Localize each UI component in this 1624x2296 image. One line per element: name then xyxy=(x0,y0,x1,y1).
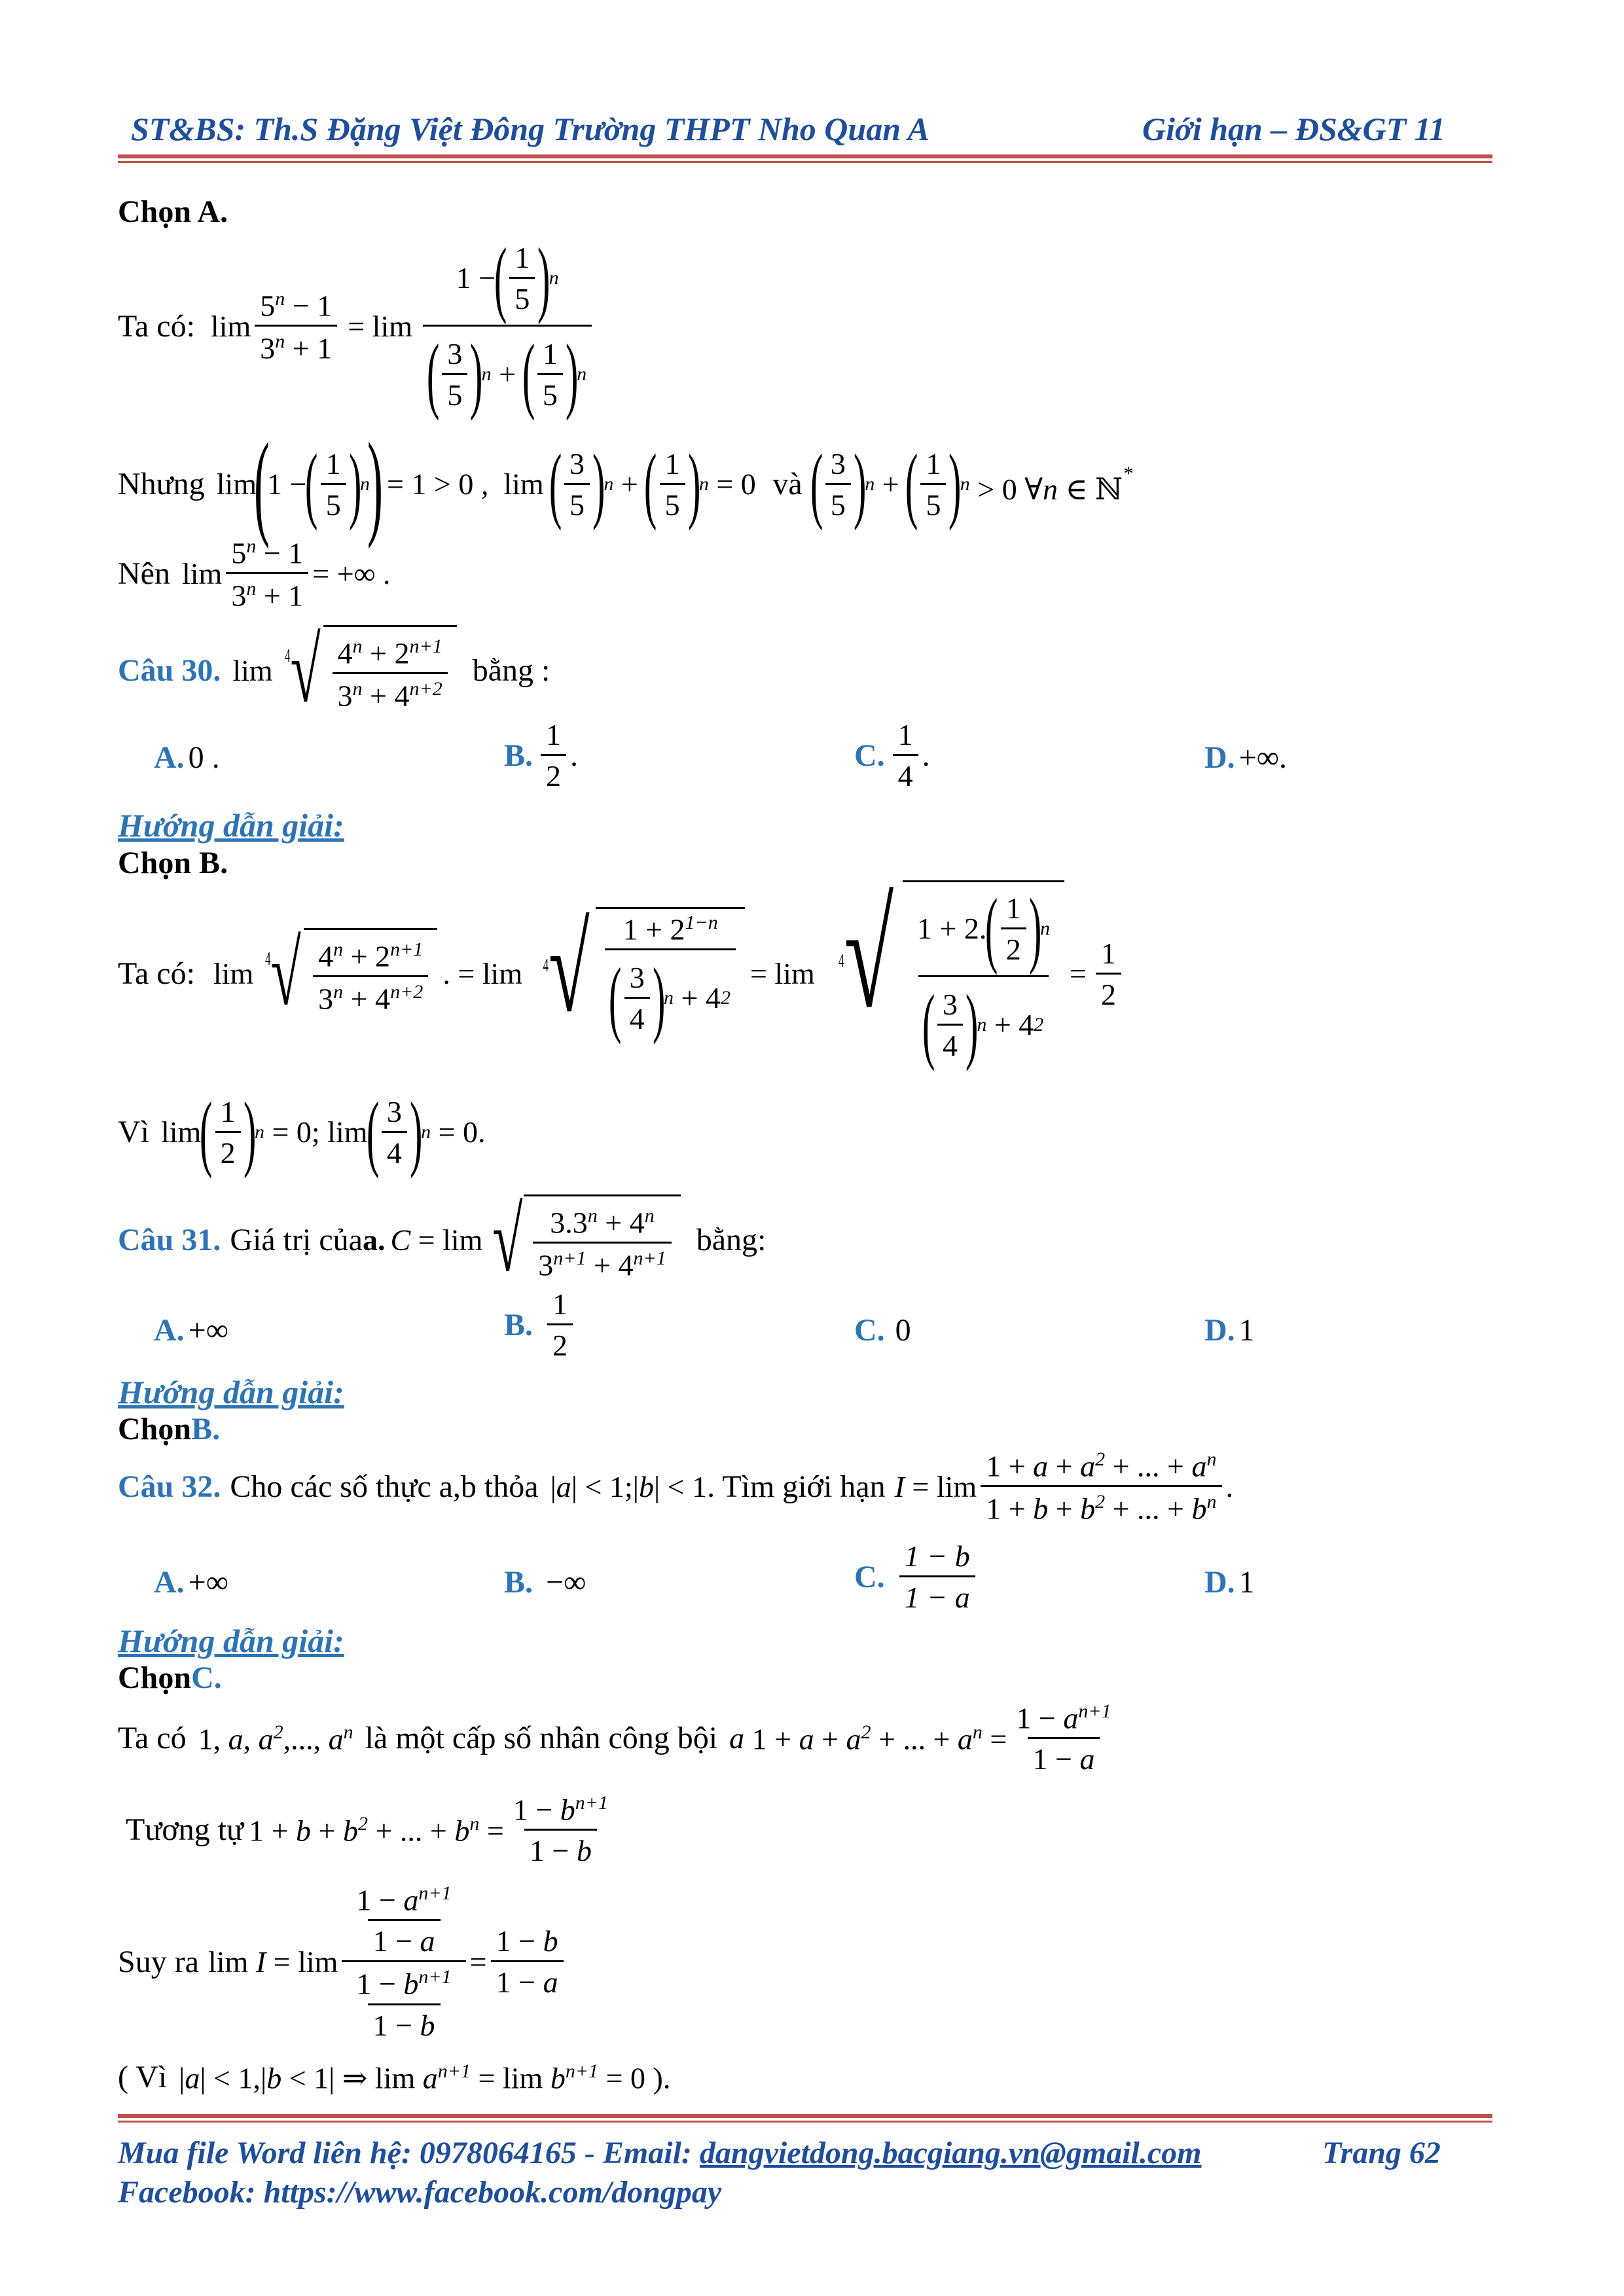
q32-answer-a[interactable]: A. +∞ xyxy=(154,1565,228,1600)
q30-answer-c[interactable]: C. $\frac{1}{4}$ . xyxy=(854,718,930,793)
choice-a-line: Chọn A. xyxy=(118,194,228,229)
footer-contact: Mua file Word liên hệ: 0978064165 - Email: dangvietdong.bacgiang.vn@gmail.com xyxy=(118,2136,1202,2170)
header-left: ST&BS: Th.S Đặng Việt Đông Trường THPT Nho Quan A xyxy=(131,111,929,147)
q30-answer-d[interactable]: D. +∞. xyxy=(1204,740,1287,775)
q30-solution-1: Ta có: lim $^4$√ $\frac{4^n + 2^{n+1}}{3^n + 4^{n+2}}$ . = lim $^4$√ $1 + 2^{1-n}$ ( $\frac{3}{4}$ ) n + 4 2 = lim $^4$√ 1 + 2. ( $\frac{1}{2}$ ) n ( $\frac{3}{4}$ ) n + 4 2 = $\frac{1}{2}$ xyxy=(118,880,1125,1067)
q31-answer-d[interactable]: D. 1 xyxy=(1204,1313,1255,1348)
header-right: Giới hạn – ĐS&GT 11 xyxy=(1142,111,1446,147)
q30-answer-a[interactable]: A. 0 . xyxy=(154,740,220,775)
q30-choose: Chọn B. xyxy=(118,846,228,880)
q32-answer-c[interactable]: C. $\frac{1 - b}{1 - a}$ xyxy=(854,1541,979,1613)
header-rule xyxy=(118,154,1492,158)
q32-solution-2: Tương tự $1 + b + b^2$ + ... + $b^n$ = $\frac{1 - b^{n+1}}{1 - b}$ xyxy=(126,1792,609,1868)
footer-page-number: Trang 62 xyxy=(1322,2136,1441,2170)
q32-answer-d[interactable]: D. 1 xyxy=(1204,1565,1255,1600)
question-32: Câu 32. Cho các số thực a,b thỏa |a| < 1;|b| < 1 . Tìm giới hạn I = lim $\frac{1 + a + a^2 + ... + a^n}{1 + b + b^2 + ... + b^n}$ . xyxy=(118,1448,1233,1526)
q32-answer-b[interactable]: B. −∞ xyxy=(504,1565,586,1600)
q31-answer-b[interactable]: B. $\frac{1}{2}$ xyxy=(504,1289,577,1361)
question-30: Câu 30. lim $^4$√ $\frac{4^n + 2^{n+1}}{3^n + 4^{n+2}}$ bằng : xyxy=(118,620,550,721)
q29-equation-1: Ta có: lim $\frac{5^n - 1}{3^n + 1}$ = lim 1 − ( $\frac{1}{5}$ ) n ( $\frac{3}{5}$ ) n + ( $\frac{1}{5}$ ) n xyxy=(118,236,596,417)
q32-solution-1: Ta có 1, a, $a^2$,..., $a^n$ là một cấp số nhân công bội a $1 + a + a^2$ + ... + $a^n$ = $\frac{1 - a^{n+1}}{1 - a}$ xyxy=(118,1700,1111,1776)
q29-conclusion: Nên lim $\frac{5^n - 1}{3^n + 1}$ = +∞ . xyxy=(118,535,391,613)
footer-rule xyxy=(118,2114,1492,2118)
q31-choose: ChọnB. xyxy=(118,1412,221,1446)
footer-facebook-link[interactable]: Facebook: https://www.facebook.com/dongpay xyxy=(118,2175,722,2210)
q32-solution-4: ( Vì |a| < 1,|b < 1| ⇒ $\lim a^{n+1} = \lim b^{n+1} = 0$ ). xyxy=(118,2060,671,2095)
footer-email-link[interactable]: dangvietdong.bacgiang.vn@gmail.com xyxy=(699,2136,1202,2170)
q32-guide-heading: Hướng dẫn giải: xyxy=(118,1623,344,1659)
q32-choose: ChọnC. xyxy=(118,1660,222,1695)
q31-answer-a[interactable]: A. +∞ xyxy=(154,1313,228,1348)
q31-guide-heading: Hướng dẫn giải: xyxy=(118,1374,344,1410)
q30-answer-b[interactable]: B. $\frac{1}{2}$ . xyxy=(504,718,579,793)
header-rule-thin xyxy=(118,161,1492,163)
q32-solution-3: Suy ra lim I = lim $\frac{\frac{1 - a^{n+1}}{1 - a}}{\frac{1 - b^{n+1}}{1 - b}}$ = $\frac{1 - b}{1 - a}$ xyxy=(118,1884,568,2041)
question-31: Câu 31. Giá trị của a. C = lim √ $\frac{3.3^n + 4^n}{3^{n+1} + 4^{n+1}}$ bằng: xyxy=(118,1189,767,1291)
q30-guide-heading: Hướng dẫn giải: xyxy=(118,807,344,844)
q31-answer-c[interactable]: C. 0 xyxy=(854,1313,911,1348)
q29-equation-2: Nhưng lim ( 1 − ( $\frac{1}{5}$ ) n ) = 1 > 0 , lim ( $\frac{3}{5}$ ) n + ( $\frac{1}{5}$ ) n = 0 và ( $\frac{3}{5}$ ) n + ( $\frac{1}{5}$ ) n > 0 ∀n ∈ ℕ* xyxy=(118,419,1133,549)
q30-solution-2: Vì lim ( $\frac{1}{2}$ ) n = 0; lim ( $\frac{3}{4}$ ) n = 0. xyxy=(118,1085,486,1179)
footer-rule-thin xyxy=(118,2121,1492,2123)
